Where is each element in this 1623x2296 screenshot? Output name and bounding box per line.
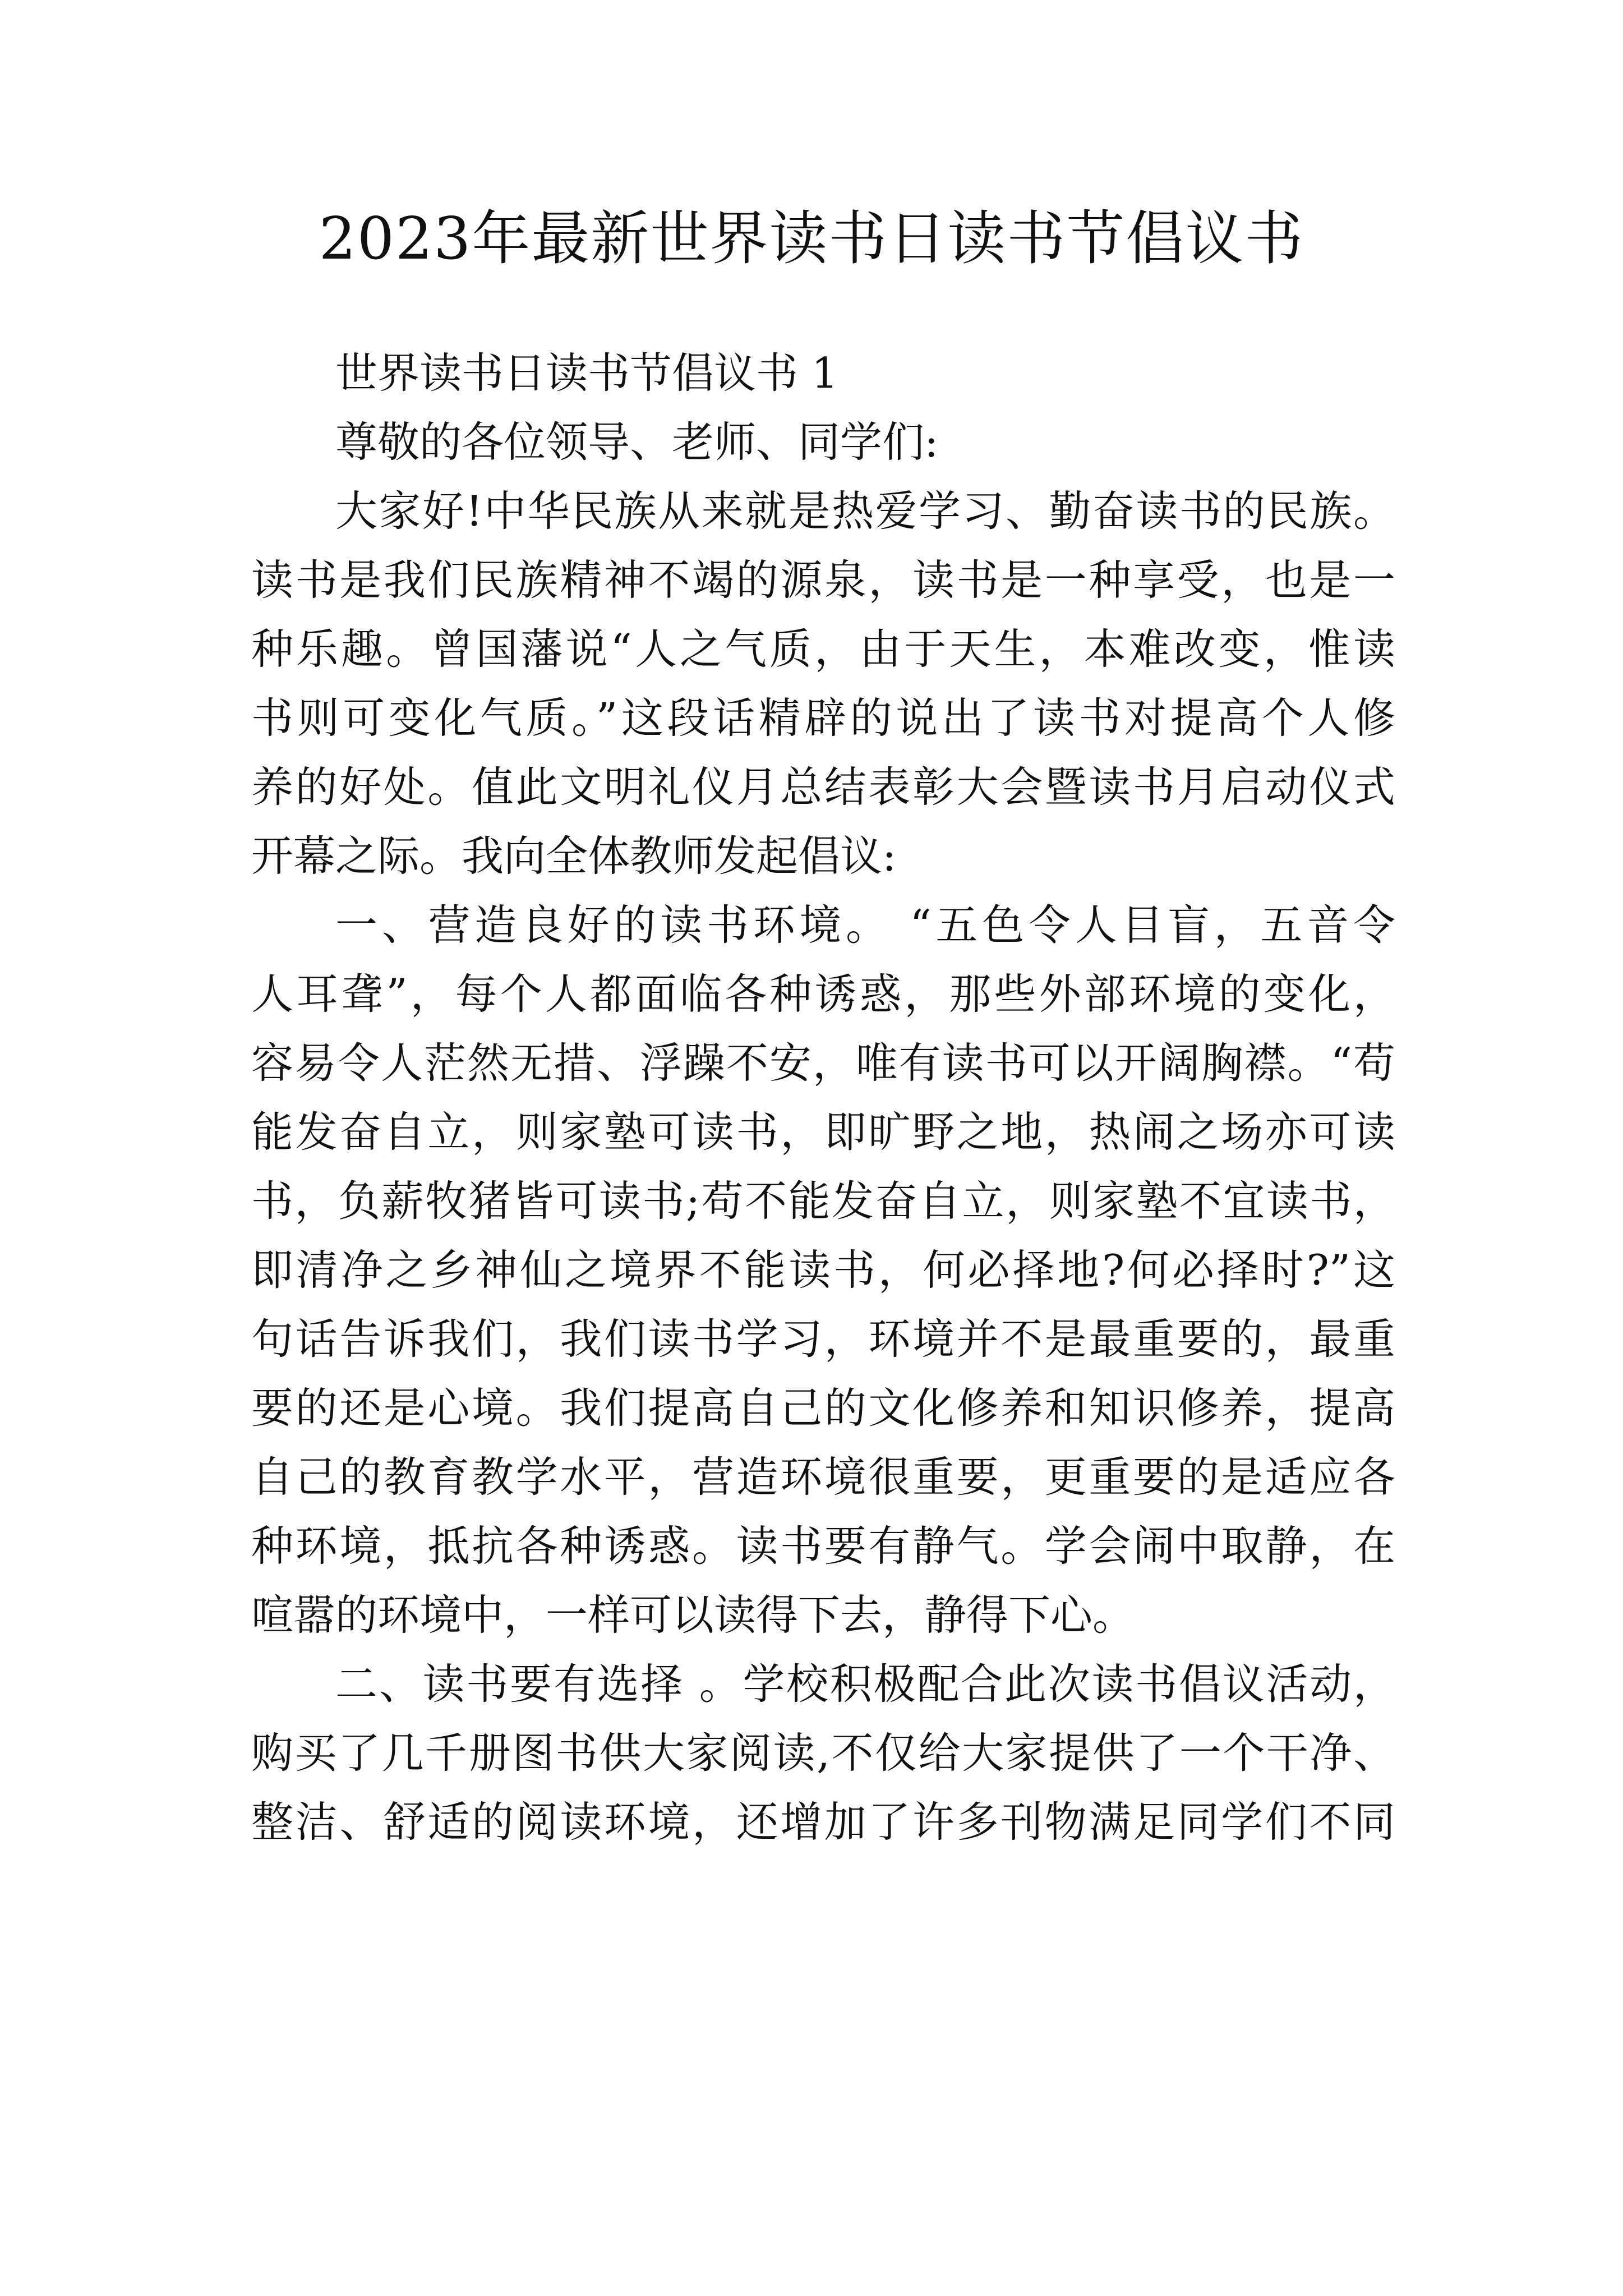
paragraph-line: 种乐趣。曾国藩说“人之气质，由于天生，本难改变，惟读 bbox=[251, 624, 1395, 674]
paragraph-line: 喧嚣的环境中，一样可以读得下去，静得下心。 bbox=[251, 1590, 1135, 1640]
paragraph-line: 要的还是心境。我们提高自己的文化修养和知识修养，提高 bbox=[251, 1383, 1395, 1433]
paragraph-line: 书，负薪牧猪皆可读书;苟不能发奋自立，则家塾不宜读书， bbox=[251, 1176, 1395, 1226]
paragraph-line: 养的好处。值此文明礼仪月总结表彰大会暨读书月启动仪式 bbox=[251, 762, 1395, 812]
paragraph-line: 即清净之乡神仙之境界不能读书，何必择地?何必择时?”这 bbox=[251, 1245, 1395, 1295]
paragraph-line: 自己的教育教学水平，营造环境很重要，更重要的是适应各 bbox=[251, 1452, 1395, 1502]
paragraph-line: 种环境，抵抗各种诱惑。读书要有静气。学会闹中取静，在 bbox=[251, 1521, 1395, 1571]
paragraph-line: 句话告诉我们，我们读书学习，环境并不是最重要的，最重 bbox=[251, 1314, 1395, 1364]
paragraph-line: 二、读书要有选择 。学校积极配合此次读书倡议活动， bbox=[335, 1659, 1395, 1709]
paragraph-line: 大家好!中华民族从来就是热爱学习、勤奋读书的民族。 bbox=[335, 486, 1395, 536]
paragraph-line: 容易令人茫然无措、浮躁不安，唯有读书可以开阔胸襟。“苟 bbox=[251, 1038, 1395, 1088]
paragraph-line: 人耳聋”，每个人都面临各种诱惑，那些外部环境的变化， bbox=[251, 969, 1395, 1019]
paragraph-line: 能发奋自立，则家塾可读书，即旷野之地，热闹之场亦可读 bbox=[251, 1107, 1395, 1157]
section-heading: 世界读书日读书节倡议书 1 bbox=[335, 348, 838, 398]
paragraph-line: 购买了几千册图书供大家阅读,不仅给大家提供了一个干净、 bbox=[251, 1728, 1395, 1778]
paragraph-line: 整洁、舒适的阅读环境，还增加了许多刊物满足同学们不同 bbox=[251, 1797, 1395, 1847]
document-title: 2023年最新世界读书日读书节倡议书 bbox=[319, 204, 1304, 273]
paragraph-line: 开幕之际。我向全体教师发起倡议: bbox=[251, 831, 897, 881]
document-body bbox=[251, 339, 1395, 1857]
paragraph-line: 读书是我们民族精神不竭的源泉，读书是一种享受，也是一 bbox=[251, 555, 1395, 605]
paragraph-3 bbox=[251, 1650, 1395, 1857]
paragraph-2 bbox=[251, 891, 1395, 1650]
paragraph-line: 一、营造良好的读书环境。 “五色令人目盲，五音令 bbox=[335, 900, 1395, 950]
paragraph-1 bbox=[251, 477, 1395, 891]
paragraph-line: 书则可变化气质。”这段话精辟的说出了读书对提高个人修 bbox=[251, 693, 1395, 743]
salutation: 尊敬的各位领导、老师、同学们: bbox=[335, 417, 939, 467]
